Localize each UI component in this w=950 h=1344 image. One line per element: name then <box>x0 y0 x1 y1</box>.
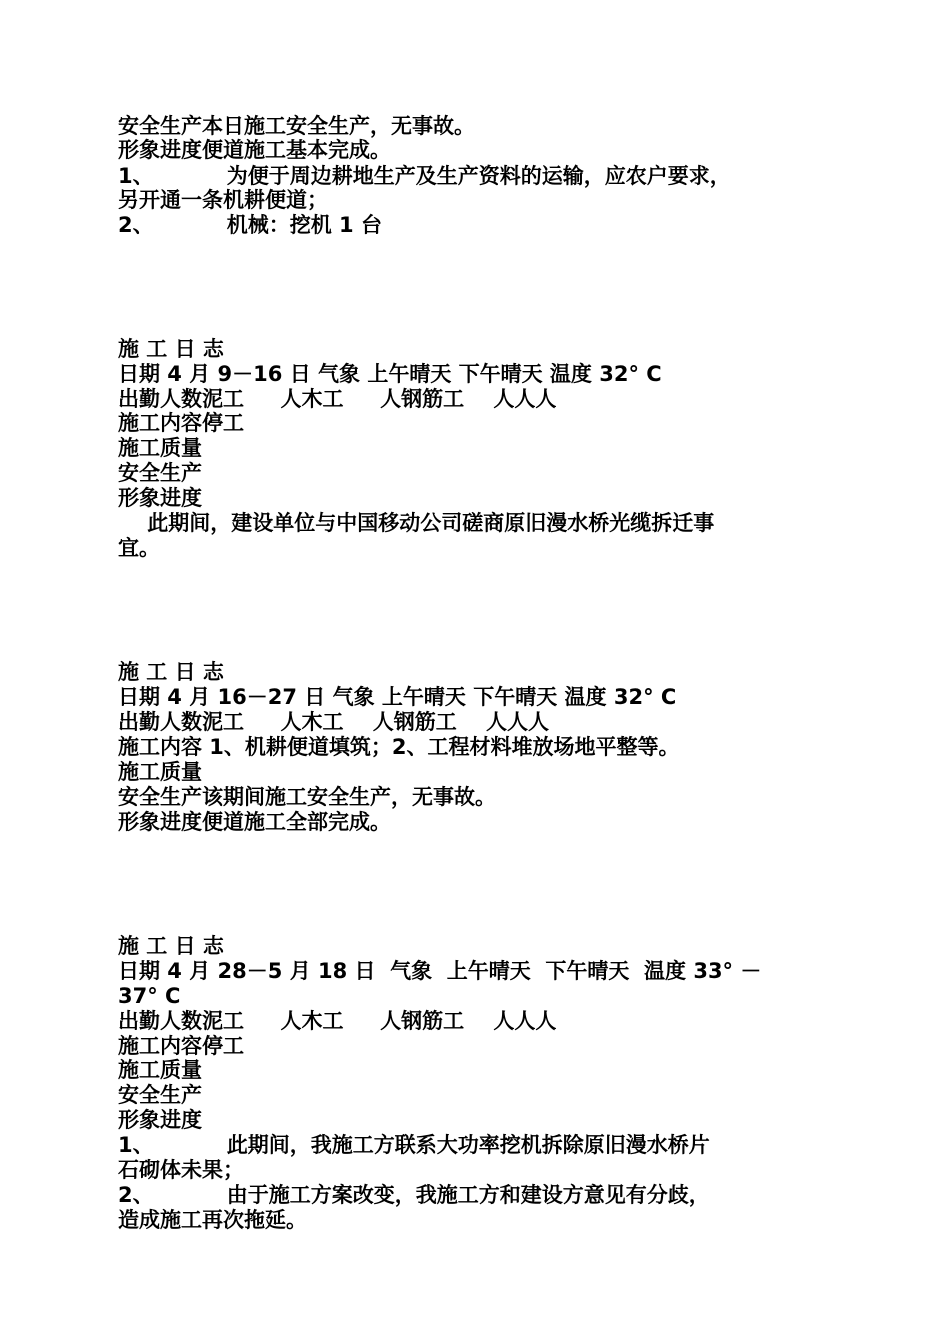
quality-line: 施工质量 <box>118 760 202 784</box>
work-content-line: 施工内容停工 <box>118 1034 244 1058</box>
item-1-continuation: 石砌体未果； <box>118 1158 244 1182</box>
item-1-line: 1、 为便于周边耕地生产及生产资料的运输，应农户要求， <box>118 164 731 188</box>
attendance-line: 出勤人数泥工 人木工 人钢筋工 人人人 <box>118 710 550 734</box>
item-2-continuation: 造成施工再次拖延。 <box>118 1208 307 1232</box>
log-heading: 施 工 日 志 <box>118 337 224 361</box>
item-1-continuation: 另开通一条机耕便道； <box>118 188 328 212</box>
note-continuation: 宜。 <box>118 536 160 560</box>
attendance-line: 出勤人数泥工 人木工 人钢筋工 人人人 <box>118 387 557 411</box>
quality-line: 施工质量 <box>118 436 202 460</box>
progress-line: 形象进度便道施工基本完成。 <box>118 138 391 162</box>
safety-line: 安全生产该期间施工安全生产，无事故。 <box>118 785 496 809</box>
temperature-continuation: 37° C <box>118 984 181 1008</box>
progress-line: 形象进度便道施工全部完成。 <box>118 810 391 834</box>
safety-line: 安全生产 <box>118 1083 202 1107</box>
date-weather-line: 日期 4 月 9－16 日 气象 上午晴天 下午晴天 温度 32° C <box>118 362 662 386</box>
log-heading: 施 工 日 志 <box>118 660 224 684</box>
log-heading: 施 工 日 志 <box>118 934 224 958</box>
progress-line: 形象进度 <box>118 1108 202 1132</box>
item-2-line: 2、 由于施工方案改变，我施工方和建设方意见有分歧， <box>118 1183 710 1207</box>
safety-line: 安全生产本日施工安全生产，无事故。 <box>118 114 475 138</box>
work-content-line: 施工内容 1、机耕便道填筑；2、工程材料堆放场地平整等。 <box>118 735 680 759</box>
attendance-line: 出勤人数泥工 人木工 人钢筋工 人人人 <box>118 1009 557 1033</box>
note-line: 此期间，建设单位与中国移动公司磋商原旧漫水桥光缆拆迁事 <box>118 511 715 535</box>
date-weather-line: 日期 4 月 28－5 月 18 日 气象 上午晴天 下午晴天 温度 33° － <box>118 959 762 983</box>
safety-line: 安全生产 <box>118 461 202 485</box>
quality-line: 施工质量 <box>118 1058 202 1082</box>
date-weather-line: 日期 4 月 16－27 日 气象 上午晴天 下午晴天 温度 32° C <box>118 685 677 709</box>
item-2-line: 2、 机械：挖机 1 台 <box>118 213 382 237</box>
work-content-line: 施工内容停工 <box>118 411 244 435</box>
progress-line: 形象进度 <box>118 486 202 510</box>
item-1-line: 1、 此期间，我施工方联系大功率挖机拆除原旧漫水桥片 <box>118 1133 710 1157</box>
